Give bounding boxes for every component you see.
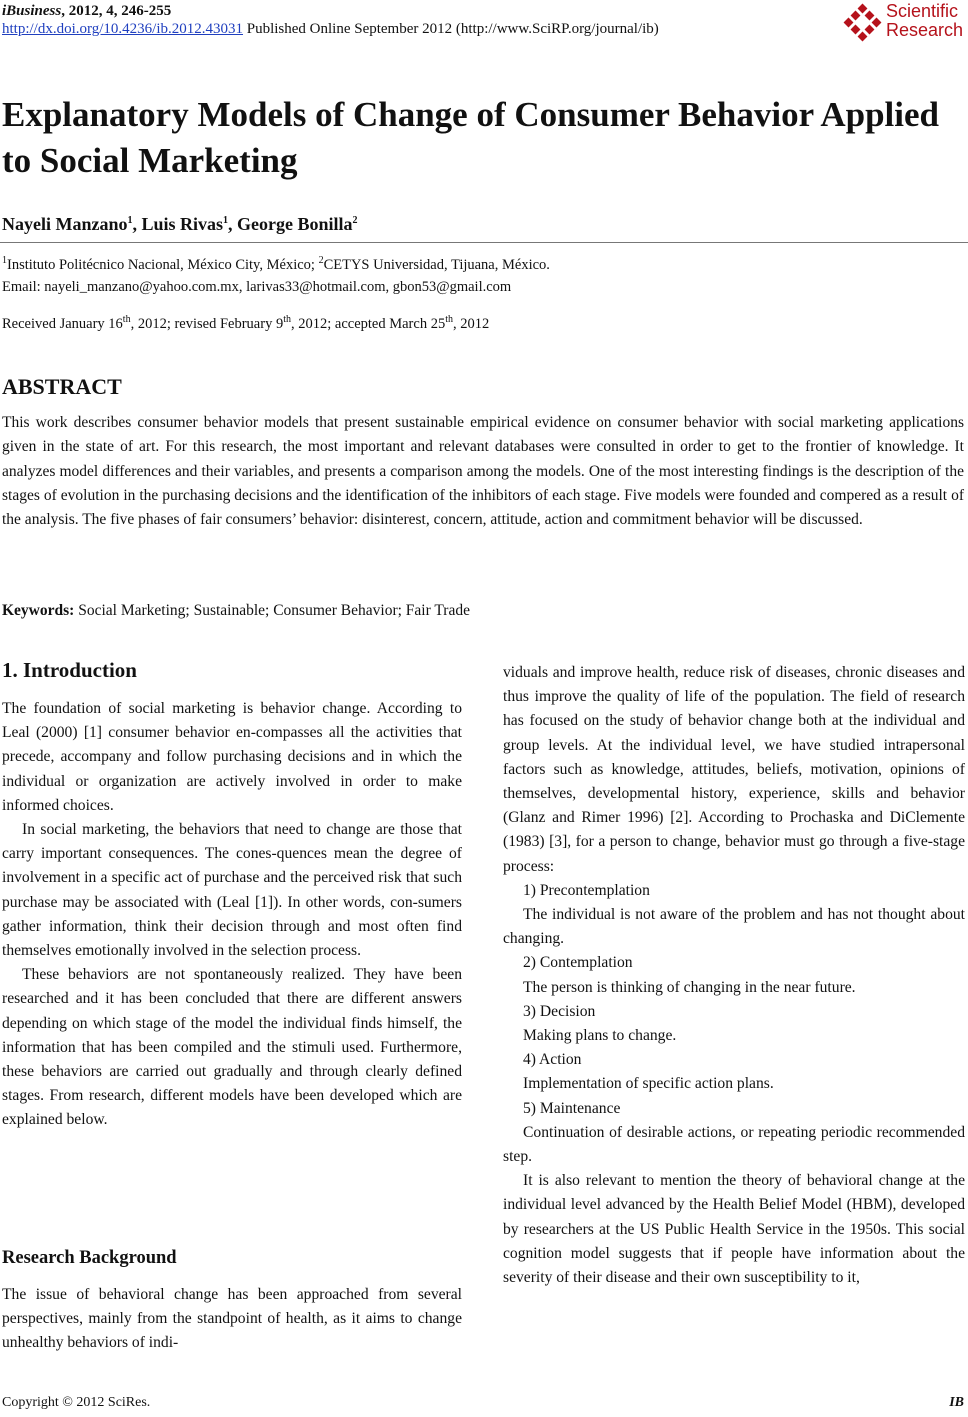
author-separator: , xyxy=(132,214,142,234)
revised-text: , 2012; revised February 9 xyxy=(130,316,284,332)
paragraph: It is also relevant to mention the theory of behavioral change at the individual level advanced by the Health Belief Model (HBM), developed by researchers at the US Public Health Service in the 1950s. This social cognition model suggests that if people have information about the severity of their disease and their own susceptibility to it, xyxy=(503,1172,965,1287)
email-line: Email: nayeli_manzano@yahoo.com.mx, larivas33@hotmail.com, gbon53@gmail.com xyxy=(2,279,512,295)
left-column-continued xyxy=(2,1283,462,1356)
stage-label: 4) Action xyxy=(523,1051,582,1069)
journal-issue: , 2012, 4, 246-255 xyxy=(61,3,172,19)
author-separator: , xyxy=(228,214,238,234)
author-name: George Bonilla xyxy=(237,214,353,234)
stage-label: 2) Contemplation xyxy=(523,954,633,972)
affil-sup: 2 xyxy=(318,255,324,267)
author-name: Luis Rivas xyxy=(141,214,224,234)
received-text: Received January 16 xyxy=(2,316,123,332)
affiliations xyxy=(2,254,550,298)
stage-label: 1) Precontemplation xyxy=(523,881,650,899)
received-dates xyxy=(2,316,489,333)
paper-title: Explanatory Models of Change of Consumer Behavior Applied to Social Marketing xyxy=(2,95,939,180)
stage-label: 3) Decision xyxy=(523,1002,596,1020)
abstract-text: This work describes consumer behavior models that present sustainable empirical evidence on consumer behavior with social marketing applications given in the state of art. For this research, the most important and relevant databases were consulted in order to get to the frontier of knowledge. It analyzes model differences and their variables, and presents a comparison among the models. One of the most interesting findings is the description of the stages of evolution in the purchasing decisions and the identification of the inhibitors of each stage. Five models were founded and compered as a result of the analysis. The five phases of fair consumers’ behavior: disinterest, concern, attitude, action and commitment behavior will be discussed. xyxy=(2,414,964,529)
paragraph: In social marketing, the behaviors that need to change are those that carry important consequences. The cones-quences mean the degree of involvement in a specific act of purchase and the perceived risk that such purchase may be associated with (Leal [1]). In other words, con-sumers gather information, think their decision through and most often find themselves emotionally involved in the selection process. xyxy=(2,821,462,960)
author-name: Nayeli Manzano xyxy=(2,214,128,234)
author-list xyxy=(2,214,358,235)
keywords-list: Social Marketing; Sustainable; Consumer Behavior; Fair Trade xyxy=(74,602,470,619)
paragraph: The foundation of social marketing is behavior change. According to Leal (2000) [1] consumer behavior en-compasses all the activities that precede, accompany and follow purchasing decisions and in which the individual or organization are actively involved in order to make informed choices. xyxy=(2,700,462,814)
publisher-logo xyxy=(842,2,966,44)
stage-description: Making plans to change. xyxy=(523,1027,677,1045)
author-affil-sup: 1 xyxy=(127,215,133,226)
subsection-heading: Research Background xyxy=(2,1248,177,1268)
affil-sup: 1 xyxy=(2,255,7,267)
affiliation-1: Instituto Politécnico Nacional, México City, México; xyxy=(7,257,319,273)
paragraph: viduals and improve health, reduce risk of diseases, chronic diseases and thus improve the quality of life of the population. The field of research has focused on the study of behavior change both at the individual and group levels. At the individual level, we have studied intrapersonal factors such as knowledge, attitudes, beliefs, motivation, opinions of themselves, developmental history, experience, skills and behavior (Glanz and Rimer 1996) [2]. According to Prochaska and DiClemente (1983) [3], for a person to change, behavior must go through a five-stage process: xyxy=(503,664,965,875)
author-affil-sup: 1 xyxy=(223,215,229,226)
journal-header xyxy=(2,2,659,38)
keywords xyxy=(2,602,470,620)
journal-abbr: IB xyxy=(949,1395,964,1410)
affiliation-2: CETYS Universidad, Tijuana, México. xyxy=(323,257,550,273)
logo-diamond-icon xyxy=(842,2,884,44)
paragraph: These behaviors are not spontaneously realized. They have been researched and it has been concluded that there are different answers depending on which stage of the model the individual finds himself, the information that has been compiled and the stimuli used. Furthermore, these behaviors are carried out gradually and through clearly defined stages. From research, different models have been developed which are explained below. xyxy=(2,966,462,1129)
stage-label: 5) Maintenance xyxy=(523,1099,621,1117)
stage-description: Implementation of specific action plans. xyxy=(523,1075,774,1093)
abstract-heading: ABSTRACT xyxy=(2,374,122,399)
page-footer xyxy=(2,1395,964,1411)
year-text: , 2012 xyxy=(452,316,490,332)
stage-description: The individual is not aware of the problem and has not thought about changing. xyxy=(503,906,965,948)
title-divider xyxy=(0,242,968,243)
section-heading: 1. Introduction xyxy=(2,658,137,682)
accepted-text: , 2012; accepted March 25 xyxy=(290,316,446,332)
author-affil-sup: 2 xyxy=(352,215,358,226)
ordinal-sup: th xyxy=(445,314,453,326)
ordinal-sup: th xyxy=(122,314,131,326)
stage-description: Continuation of desirable actions, or repeating periodic recommended step. xyxy=(503,1123,965,1166)
right-column xyxy=(503,661,965,1290)
logo-text-line2: Research xyxy=(886,20,964,40)
stage-description: The person is thinking of changing in the near future. xyxy=(523,978,856,996)
left-column xyxy=(2,697,462,1133)
journal-name: iBusiness xyxy=(2,3,62,19)
doi-link[interactable]: http://dx.doi.org/10.4236/ib.2012.43031 xyxy=(2,21,243,37)
ordinal-sup: th xyxy=(283,314,291,326)
published-info: Published Online September 2012 (http://www.SciRP.org/journal/ib) xyxy=(242,21,659,37)
copyright: Copyright © 2012 SciRes. xyxy=(2,1395,151,1410)
keywords-label: Keywords: xyxy=(2,602,75,619)
paragraph: The issue of behavioral change has been approached from several perspectives, mainly from the standpoint of health, as it aims to change unhealthy behaviors of indi- xyxy=(2,1286,462,1352)
logo-text-line1: Scientific xyxy=(886,1,959,21)
